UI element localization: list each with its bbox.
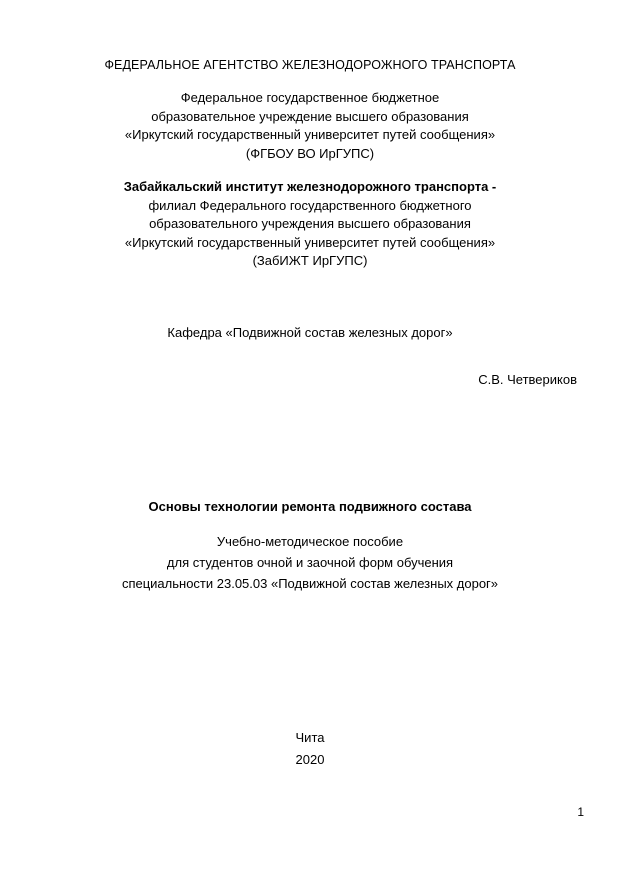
- department-name: Кафедра «Подвижной состав железных дорог»: [167, 325, 453, 340]
- subtitle-line-3: специальности 23.05.03 «Подвижной состав железных дорог»: [121, 576, 499, 591]
- agency-heading: ФЕДЕРАЛЬНОЕ АГЕНТСТВО ЖЕЛЕЗНОДОРОЖНОГО ТРАНСПОРТА: [104, 58, 516, 72]
- institute-line-2: филиал Федерального государственного бюджетного: [148, 197, 472, 213]
- page-number: 1: [577, 805, 584, 819]
- subtitle-line-2: для студентов очной и заочной форм обучения: [166, 555, 454, 570]
- institute-line-4: «Иркутский государственный университет путей сообщения»: [124, 234, 496, 250]
- founder-line-1: Федеральное государственное бюджетное: [180, 90, 440, 105]
- founder-block: [0, 89, 620, 163]
- publication-year: 2020: [295, 752, 325, 767]
- institute-line-5: (ЗабИЖТ ИрГУПС): [252, 253, 368, 268]
- publication-city: Чита: [295, 730, 325, 745]
- institute-block: [0, 178, 620, 271]
- institute-line-3: образовательного учреждения высшего образования: [149, 216, 471, 231]
- author-name: С.В. Четвериков: [478, 372, 577, 387]
- subtitle-line-1: Учебно-методическое пособие: [216, 534, 404, 549]
- founder-line-3: «Иркутский государственный университет путей сообщения»: [124, 127, 496, 142]
- founder-line-2: образовательное учреждение высшего образования: [151, 108, 469, 124]
- institute-line-1: Забайкальский институт железнодорожного транспорта -: [123, 179, 497, 194]
- founder-line-4: (ФГБОУ ВО ИрГУПС): [245, 145, 375, 161]
- document-title: Основы технологии ремонта подвижного состава: [148, 499, 472, 514]
- document-subtitle: [0, 531, 620, 594]
